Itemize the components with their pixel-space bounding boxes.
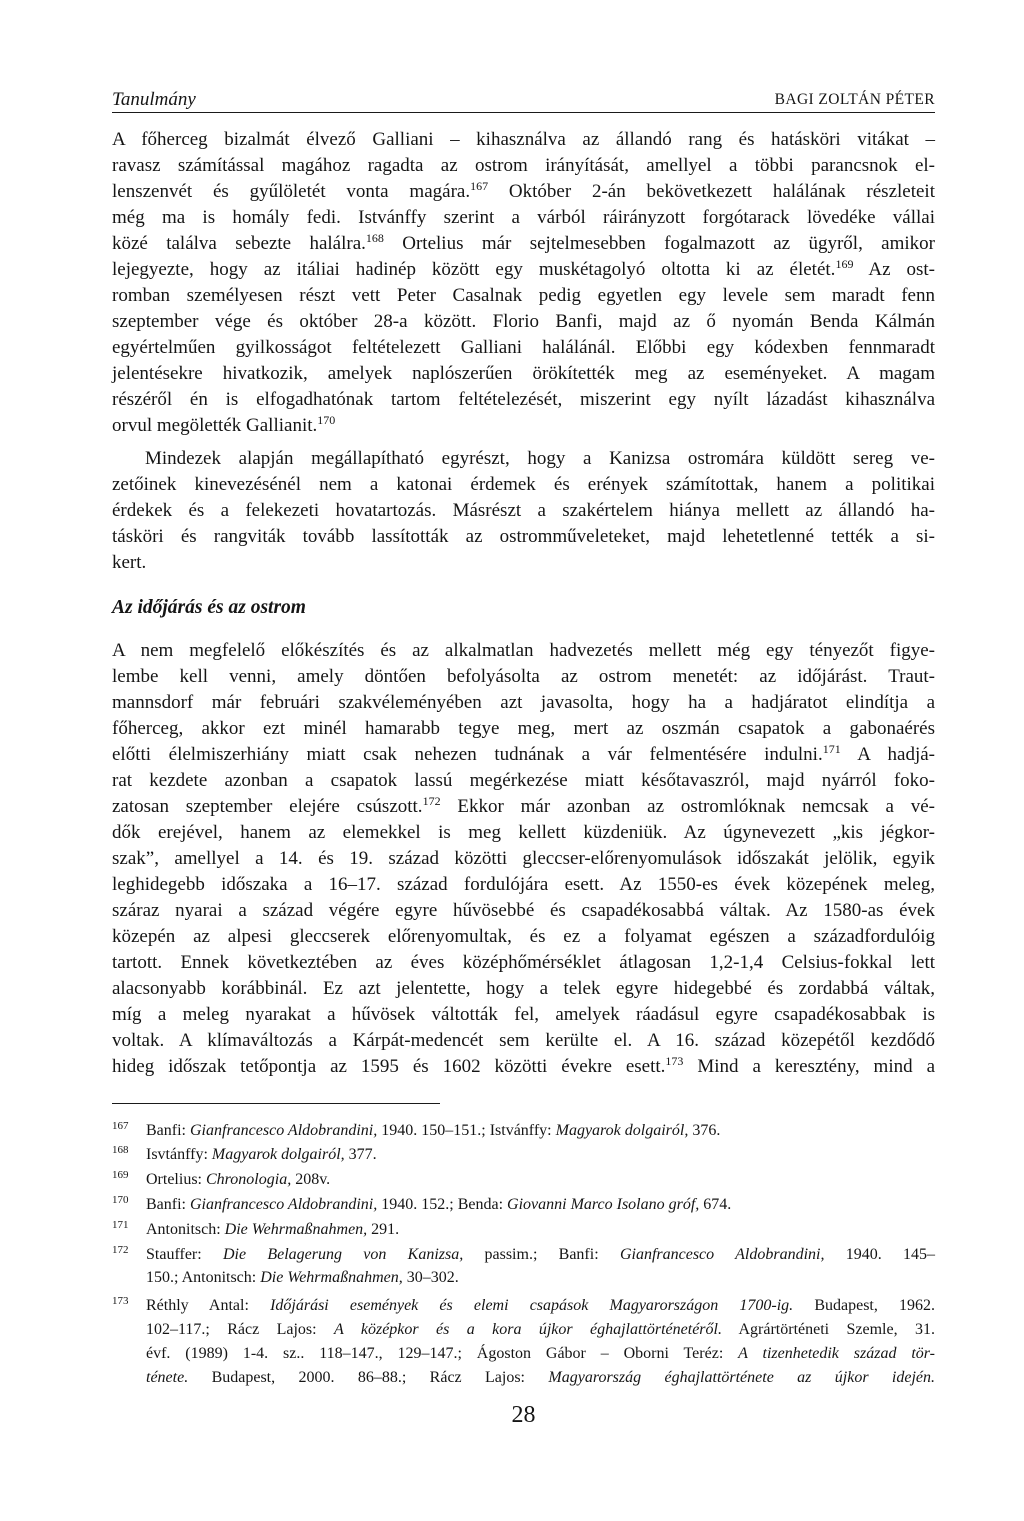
footnote-number: 167 xyxy=(112,1120,129,1132)
work-title: Die Belagerung von Kanizsa, xyxy=(222,1246,464,1263)
body-line: míg a meleg nyarakat a hűvösek váltották fel, amelyek ráadásul egyre csapadékosabbak is xyxy=(112,1004,935,1025)
body-line: dők erejével, hanem az elemekkel is meg kellett küzdeniük. Az úgynevezett „kis jégkor- xyxy=(112,822,935,843)
footnote-ref: 172 xyxy=(422,794,441,808)
footnote-number: 172 xyxy=(112,1244,129,1256)
footnote-text: Stauffer: xyxy=(146,1246,223,1263)
work-title: Magyarok dolgairól, xyxy=(211,1146,345,1163)
footnote-line xyxy=(146,1119,935,1143)
paragraph-1 xyxy=(112,127,935,439)
body-line: rat kezdete azonban a csapatok lassú megérkezése miatt későtavaszról, majd nyárról foko- xyxy=(112,770,935,791)
body-line xyxy=(112,742,935,768)
section-label: Tanulmány xyxy=(112,89,196,110)
body-line: leghidegebb időszaka a 16–17. század fordulójára esett. Az 1550-es évek közepének meleg, xyxy=(112,874,935,895)
footnote-text: 674. xyxy=(699,1196,732,1213)
footnote-text: Banfi: xyxy=(146,1122,190,1139)
footnote-167 xyxy=(112,1119,935,1143)
footnote-line xyxy=(146,1193,935,1217)
work-title: Giovanni Marco Isolano gróf, xyxy=(507,1196,700,1213)
body-line: kert. xyxy=(112,552,147,573)
body-line: ravasz számítással magához ragadta az ostrom irányítását, amellyel a többi parancsnok el- xyxy=(112,155,935,176)
paragraph-2 xyxy=(112,446,935,576)
body-line: lembe kell venni, amely döntően befolyásolta az ostrom menetét: az időjárást. Traut- xyxy=(112,666,935,687)
footnote-ref: 168 xyxy=(365,231,384,245)
header-rule xyxy=(112,112,935,113)
author-name: BAGI ZOLTÁN PÉTER xyxy=(774,91,935,108)
body-line xyxy=(112,179,935,205)
body-line: jelentésekre hivatkozik, amelyek naplószerűen örökítették meg az eseményeket. A magam xyxy=(112,363,935,384)
body-line: voltak. A klímaváltozás a Kárpát-medencét sem kerülte el. A 16. század közepétől kezdődő xyxy=(112,1030,935,1051)
work-title: Die Wehrmaßnahmen, xyxy=(224,1221,368,1238)
footnote-text: 1940. 150–151.; Istvánffy: xyxy=(377,1122,556,1139)
footnote-text: 1940. 145– xyxy=(824,1246,936,1263)
footnote-line xyxy=(146,1168,935,1192)
body-line: A nem megfelelő előkészítés és az alkalmatlan hadvezetés mellett még egy tényezőt figye- xyxy=(112,640,935,661)
footnote-169 xyxy=(112,1168,935,1192)
footnote-ref: 171 xyxy=(822,742,841,756)
footnote-line xyxy=(146,1266,935,1289)
paragraph-3 xyxy=(112,638,935,1080)
body-line xyxy=(112,257,935,283)
body-text: hideg időszak tetőpontja az 1595 és 1602 közötti évekre esett. xyxy=(112,1056,666,1077)
work-title: Die Wehrmaßnahmen, xyxy=(260,1269,403,1286)
footnote-text: 30–302. xyxy=(402,1269,459,1286)
body-line xyxy=(112,231,935,257)
work-title: A középkor és a kora újkor éghajlattörténetéről. xyxy=(334,1321,722,1338)
body-line xyxy=(112,413,935,439)
footnote-text: Budapest, 2000. 86–88.; Rácz Lajos: xyxy=(188,1369,549,1386)
footnote-number: 170 xyxy=(112,1194,129,1206)
footnote-text: Agrártörténeti Szemle, 31. xyxy=(721,1321,935,1338)
body-line: romban személyesen részt vett Peter Casalnak pedig egyetlen egy levele sem maradt fenn xyxy=(112,285,935,306)
footnote-168 xyxy=(112,1143,935,1167)
footnote-number: 171 xyxy=(112,1219,129,1231)
footnote-text: évf. (1989) 1-4. sz.. 118–147., 129–147.; Ágoston Gábor – Oborni Teréz: xyxy=(146,1345,739,1362)
work-title: A tizenhetedik század tör- xyxy=(738,1345,936,1362)
body-line: tásköri és rangviták tovább lassították az ostromműveleteket, majd lehetetlenné tették a si- xyxy=(112,526,935,547)
footnote-ref: 173 xyxy=(665,1054,684,1068)
footnote-171 xyxy=(112,1218,935,1242)
body-text: Ortelius már sejtelmesebben fogalmazott az ügyről, amikor xyxy=(383,233,935,254)
footnote-ref: 169 xyxy=(835,257,854,271)
footnote-line xyxy=(146,1243,935,1266)
body-line xyxy=(112,794,935,820)
footnote-line xyxy=(146,1294,935,1318)
body-line: alacsonyabb korábbinál. Ez azt jelentette, hogy a telek egyre hidegebbé és zordabbá váltak, xyxy=(112,978,935,999)
footnote-text: passim.; Banfi: xyxy=(463,1246,620,1263)
footnote-text: Ortelius: xyxy=(146,1171,206,1188)
footnote-text: 376. xyxy=(688,1122,721,1139)
body-line: közepén az alpesi gleccserek előrenyomultak, és ez a folyamat egészen a századfordulóig xyxy=(112,926,935,947)
work-title: Gianfrancesco Aldobrandini, xyxy=(190,1196,378,1213)
body-line: szak”, amellyel a 14. és 19. század közötti gleccser-előrenyomulások időszakát jelölik, egyik xyxy=(112,848,935,869)
footnote-rule xyxy=(112,1103,440,1104)
body-line: száraz nyarai a század végére egyre hűvösebbé és csapadékosabbá váltak. Az 1580-as évek xyxy=(112,900,935,921)
footnote-text: Banfi: xyxy=(146,1196,190,1213)
work-title: Gianfrancesco Aldobrandini, xyxy=(190,1122,378,1139)
footnote-text: Antonitsch: xyxy=(146,1221,225,1238)
footnote-line xyxy=(146,1366,935,1390)
work-title: ténete. xyxy=(146,1369,189,1386)
work-title: Időjárási események és elemi csapások Magyarországon 1700-ig. xyxy=(270,1297,794,1314)
footnote-number: 168 xyxy=(112,1144,129,1156)
footnote-number: 169 xyxy=(112,1169,129,1181)
body-text: Október 2-án bekövetkezett halálának részleteit xyxy=(488,181,935,202)
body-line: egyértelműen gyilkosságot feltételezett Galliani halálánál. Előbbi egy kódexben fennmaradt xyxy=(112,337,935,358)
work-title: Magyarország éghajlattörténete az újkor idején. xyxy=(548,1369,936,1386)
body-text: zatosan szeptember elejére csúszott. xyxy=(112,796,423,817)
footnote-text: 377. xyxy=(344,1146,377,1163)
body-line: mannsdorf már februári szakvéleményében azt javasolta, hogy ha a hadjáratot elindítja a xyxy=(112,692,935,713)
footnote-ref: 167 xyxy=(470,179,489,193)
running-header xyxy=(112,88,935,112)
footnote-text: Budapest, 1962. xyxy=(793,1297,936,1314)
body-line: A főherceg bizalmát élvező Galliani – kihasználva az állandó rang és hatásköri vitákat – xyxy=(112,129,935,150)
body-line xyxy=(112,1054,935,1080)
footnote-line xyxy=(146,1342,935,1366)
footnote-text: 208v. xyxy=(291,1171,331,1188)
body-text: Az ost- xyxy=(853,259,936,280)
footnote-173 xyxy=(112,1294,935,1390)
footnote-line xyxy=(146,1218,935,1242)
page-number: 28 xyxy=(511,1402,536,1428)
footnote-text: 1940. 152.; Benda: xyxy=(377,1196,508,1213)
body-text: közé találva sebezte halálra. xyxy=(112,233,366,254)
work-title: Gianfrancesco Aldobrandini, xyxy=(619,1246,825,1263)
body-text: orvul megölették Gallianit. xyxy=(112,415,318,436)
body-line: Mindezek alapján megállapítható egyrészt, hogy a Kanizsa ostromára küldött sereg ve- xyxy=(145,448,935,469)
body-line: tartott. Ennek következtében az éves középhőmérséklet átlagosan 1,2-1,4 Celsius-fokkal lett xyxy=(112,952,935,973)
footnote-172 xyxy=(112,1243,935,1289)
section-heading: Az időjárás és az ostrom xyxy=(112,597,306,618)
body-text: lejegyezte, hogy az itáliai hadinép között egy muskétagolyó oltotta ki az életét. xyxy=(112,259,836,280)
footnote-170 xyxy=(112,1193,935,1217)
body-line: szeptember vége és október 28-a között. Florio Banfi, majd az ő nyomán Benda Kálmán xyxy=(112,311,935,332)
body-text: Ekkor már azonban az ostromlóknak nemcsak a vé- xyxy=(440,796,936,817)
body-line: zetőinek kinevezésénél nem a katonai érdemek és erények számítottak, hanem a politikai xyxy=(112,474,935,495)
footnote-line xyxy=(146,1318,935,1342)
footnote-text: 150.; Antonitsch: xyxy=(146,1269,261,1286)
work-title: Chronologia, xyxy=(206,1171,292,1188)
footnote-text: Isvtánffy: xyxy=(146,1146,212,1163)
body-line: részéről én is elfogadhatónak tartom feltételezését, miszerint egy nyílt lázadást kihasználva xyxy=(112,389,935,410)
body-line: érdekek és a felekezeti hovatartozás. Másrészt a szakértelem hiánya mellett az állandó ha- xyxy=(112,500,935,521)
body-line: főherceg, akkor ezt minél hamarabb tegye meg, mert az oszmán csapatok a gabonaérés xyxy=(112,718,935,739)
footnote-text: 102–117.; Rácz Lajos: xyxy=(146,1321,334,1338)
footnote-text: Réthly Antal: xyxy=(146,1297,271,1314)
footnote-ref: 170 xyxy=(317,413,336,427)
body-line: még ma is homály fedi. Istvánffy szerint a várból ráirányzott forgótarack lövedéke vállai xyxy=(112,207,935,228)
footnote-line xyxy=(146,1143,935,1167)
body-text: előtti élelmiszerhiány miatt csak nehezen tudnának a vár felmentésére indulni. xyxy=(112,744,823,765)
footnote-number: 173 xyxy=(112,1295,129,1307)
footnote-text: 291. xyxy=(367,1221,400,1238)
work-title: Magyarok dolgairól, xyxy=(555,1122,689,1139)
body-text: lenszenvét és gyűlöletét vonta magára. xyxy=(112,181,471,202)
body-text: Mind a keresztény, mind a xyxy=(683,1056,935,1077)
body-text: A hadjá- xyxy=(840,744,935,765)
